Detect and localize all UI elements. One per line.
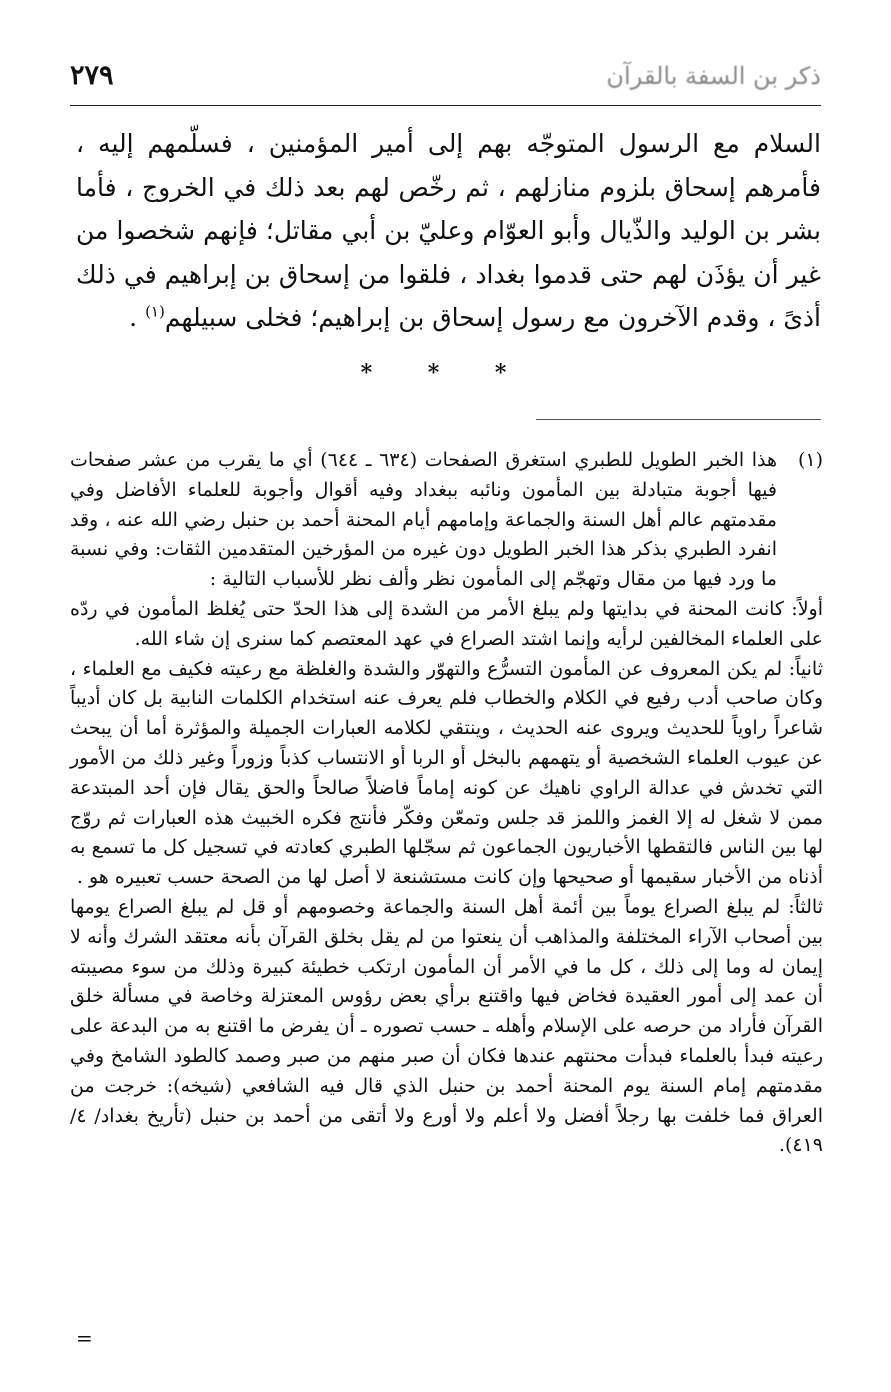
- footnote-body: [70, 446, 823, 1161]
- running-title: ذكر بن السفة بالقرآن: [606, 62, 821, 90]
- footnote-point-2: ثانياً: لم يكن المعروف عن المأمون التسرُّع والتهوّر والشدة والغلظة مع رعيته فكيف مع العلماء ، وكان صاحب أدب رفيع في الكلام والخطاب فلم يعرف عنه استخدام الكلمات النابية بل كان أديباً شاعراً راوياً للحديث ويروى عنه الحديث ، وينتقي لكلامه العبارات الجميلة والمؤثرة أما أن يبحث عن عيوب العلماء الشخصية أو يتهمهم بالبخل أو الربا أو الانتساب كذباً وزوراً وغير ذلك من الأمور التي تخدش في عدالة الراوي ناهيك عن كونه إماماً فاضلاً صالحاً والحق يقال فإن أحد المبتدعة ممن لا شغل له إلا الغمز واللمز قد جلس وتمعّن وفكّر فأنتج فكره الخبيث هذه العبارات ثم روّج لها بين الناس فالتقطها الأخباريون الجماعون ثم سجّلها الطبري كعادته في تسجيل كل ما تسمع به أذناه من الأخبار سقيمها أو صحيحها وإن كانت مستشنعة لا أصل لها من الصحة حسب تعبيره هو .: [70, 657, 823, 889]
- footnote-reference[interactable]: (١): [145, 302, 165, 321]
- main-text: [76, 122, 821, 340]
- header-rule: [70, 105, 821, 106]
- main-paragraph: [76, 122, 821, 340]
- footnote-point-3: ثالثاً: لم يبلغ الصراع يوماً بين أئمة أهل السنة والجماعة وخصومهم أو قل لم يبلغ الصراع يومها بين أصحاب الآراء المختلفة والمذاهب أن ينعتوا من لم يقل بخلق القرآن بأنه معتقد الشرك وأنه لا إيمان له وما إلى ذلك ، كل ما في الأمر أن المأمون ارتكب خطيئة كبيرة وذلك من سوء مصيبته أن عمد إلى أمور العقيدة فخاض فيها واقتنع برأي بعض رؤوس المعتزلة وخاصة في مسألة خلق القرآن فأراد من حرصه على الإسلام وأهله ـ حسب تصوره ـ أن يفرض ما اقتنع به من البدعة على رعيته فبدأ بالعلماء فبدأت محنتهم عندها فكان أن صبر منهم من صبر وصمد كالطود الشامخ وفي مقدمتهم إمام السنة يوم المحنة أحمد بن حنبل الذي قال فيه الشافعي (شيخه): خرجت من العراق فما خلفت بها رجلاً أفضل ولا أعلم ولا أورع ولا أتقى من أحمد بن حنبل (تأريخ بغداد/ ٤/ ٤١٩).: [70, 895, 823, 1157]
- footnote-intro: هذا الخبر الطويل للطبري استغرق الصفحات (٦٣٤ ـ ٦٤٤) أي ما يقرب من عشر صفحات فيها أجوبة متبادلة بين المأمون ونائبه ببغداد وفيه أقوال وأجوبة للعلماء الأفاضل وفي مقدمتهم عالم أهل السنة والجماعة وإمامهم أيام المحنة أحمد بن حنبل رضي الله عنه ، وقد انفرد الطبري بذكر هذا الخبر الطويل دون غيره من المؤرخين المتقدمين الثقات: وفي نسبة ما ورد فيها من مقال وتهجّم إلى المأمون نظر وألف نظر للأسباب التالية :: [70, 449, 777, 591]
- main-paragraph-text: السلام مع الرسول المتوجّه بهم إلى أمير المؤمنين ، فسلّمهم إليه ، فأمرهم إسحاق بلزوم منازلهم ، ثم رخّص لهم بعد ذلك في الخروج ، فأما بشر بن الوليد والذّيال وأبو العوّام وعليّ بن أبي مقاتل؛ فإنهم شخصوا من غير أن يؤذَن لهم حتى قدموا بغداد ، فلقوا من إسحاق بن إبراهيم في ذلك أذىً ، وقدم الآخرون مع رسول إسحاق بن إبراهيم؛ فخلى سبيلهم: [76, 129, 821, 332]
- page-header: [70, 58, 821, 102]
- page-number: ٢٧٩: [70, 60, 114, 91]
- footnote-number: (١): [797, 449, 823, 471]
- main-paragraph-end: .: [129, 303, 146, 332]
- footnote-rule: [536, 419, 821, 420]
- continuation-mark: =: [76, 1326, 93, 1350]
- footnote-point-1: أولاً: كانت المحنة في بدايتها ولم يبلغ الأمر من الشدة إلى هذا الحدّ حتى يُغلظ المأمون في ردّه على العلماء المخالفين لرأيه وإنما اشتد الصراع في عهد المعتصم كما سنرى إن شاء الله.: [70, 597, 823, 650]
- section-separator: * * *: [360, 360, 531, 386]
- footnotes: [70, 446, 823, 1161]
